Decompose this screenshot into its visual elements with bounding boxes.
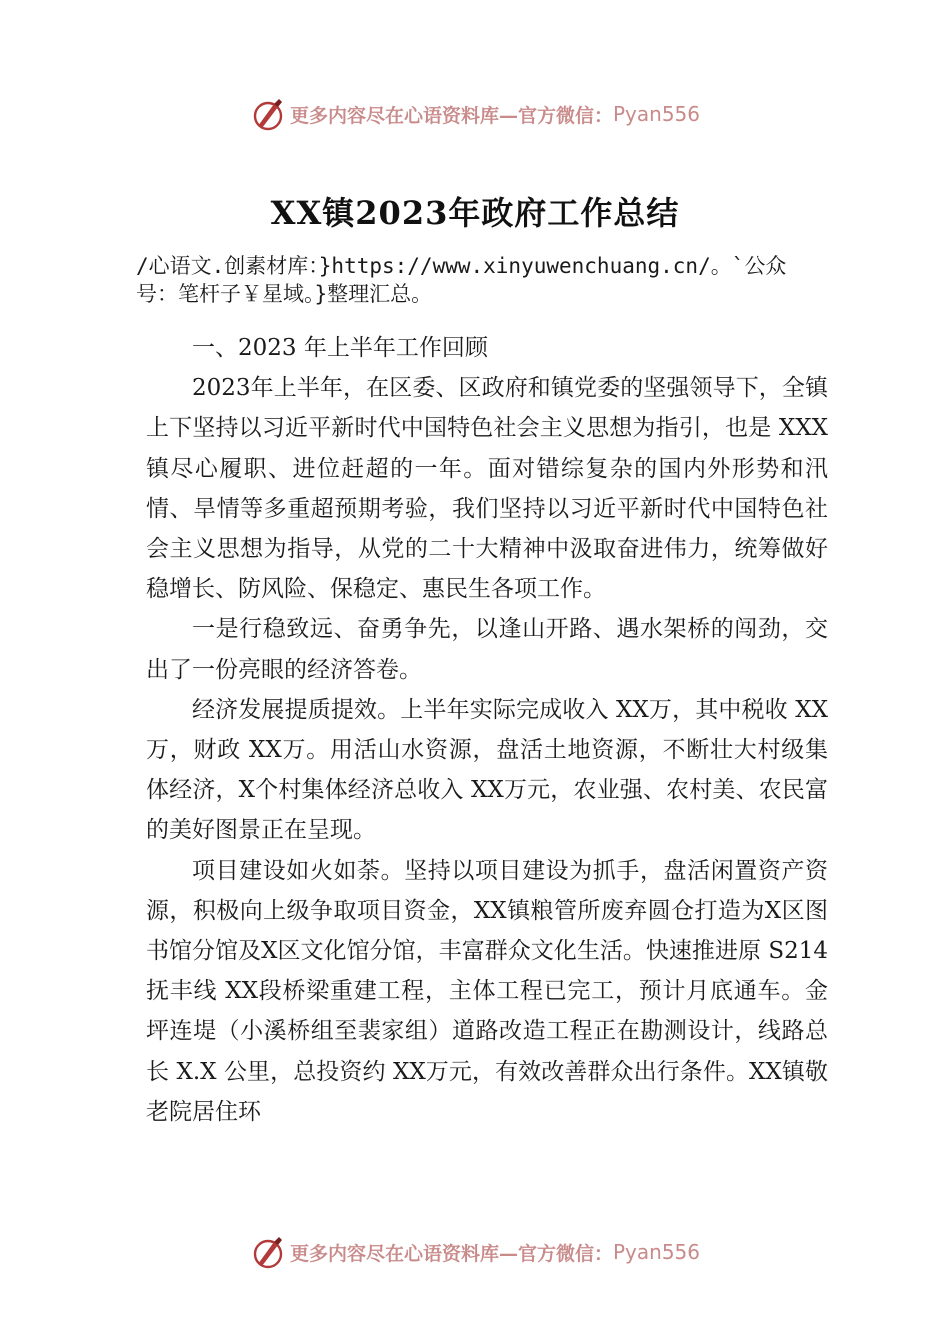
document-body — [146, 328, 828, 1132]
banner-text: 更多内容尽在心语资料库—官方微信： — [289, 1242, 613, 1265]
paragraph: 经济发展提质提效。上半年实际完成收入 XX万，其中税收 XX万，财政 XX万。用活山水资源，盘活土地资源，不断壮大村级集体经济，X个村集体经济总收入 XX万元，农业强、农村美、农民富的美好图景正在呈现。 — [146, 696, 828, 844]
header-banner — [0, 94, 950, 134]
pen-circle-logo-icon — [250, 96, 286, 132]
banner-wechat-id: Pyan556 — [613, 1240, 701, 1264]
banner-text: 更多内容尽在心语资料库—官方微信： — [289, 104, 613, 127]
paragraph: 一是行稳致远、奋勇争先，以逢山开路、遇水架桥的闯劲，交出了一份亮眼的经济答卷。 — [146, 616, 828, 683]
document-title: XX镇2023年政府工作总结 — [270, 194, 680, 232]
source-line: /心语文.创素材库：}https://www.xinyuwenchuang.cn/。`公众号：笔杆子￥星域。}整理汇总。 — [136, 254, 787, 306]
pen-circle-logo-icon — [250, 1234, 286, 1270]
paragraph: 2023年上半年，在区委、区政府和镇党委的坚强领导下，全镇上下坚持以习近平新时代中国特色社会主义思想为指引，也是 XXX镇尽心履职、进位赶超的一年。面对错综复杂的国内外形势和汛情、旱情等多重超预期考验，我们坚持以习近平新时代中国特色社会主义思想为指导，从党的二十大精神中汲取奋进伟力，统筹做好稳增长、防风险、保稳定、惠民生各项工作。 — [146, 375, 828, 603]
paragraph: 一、2023 年上半年工作回顾 — [192, 335, 488, 361]
paragraph: 项目建设如火如荼。坚持以项目建设为抓手，盘活闲置资产资源，积极向上级争取项目资金，XX镇粮管所废弃圆仓打造为X区图书馆分馆及X区文化馆分馆，丰富群众文化生活。快速推进原 S214抚丰线 XX段桥梁重建工程，主体工程已完工，预计月底通车。金坪连堤（小溪桥组至裴家组）道路改造工程正在勘测设计，线路总长 X.X 公里，总投资约 XX万元，有效改善群众出行条件。XX镇敬老院居住环 — [146, 857, 828, 1125]
footer-banner — [0, 1232, 950, 1272]
banner-wechat-id: Pyan556 — [613, 102, 701, 126]
